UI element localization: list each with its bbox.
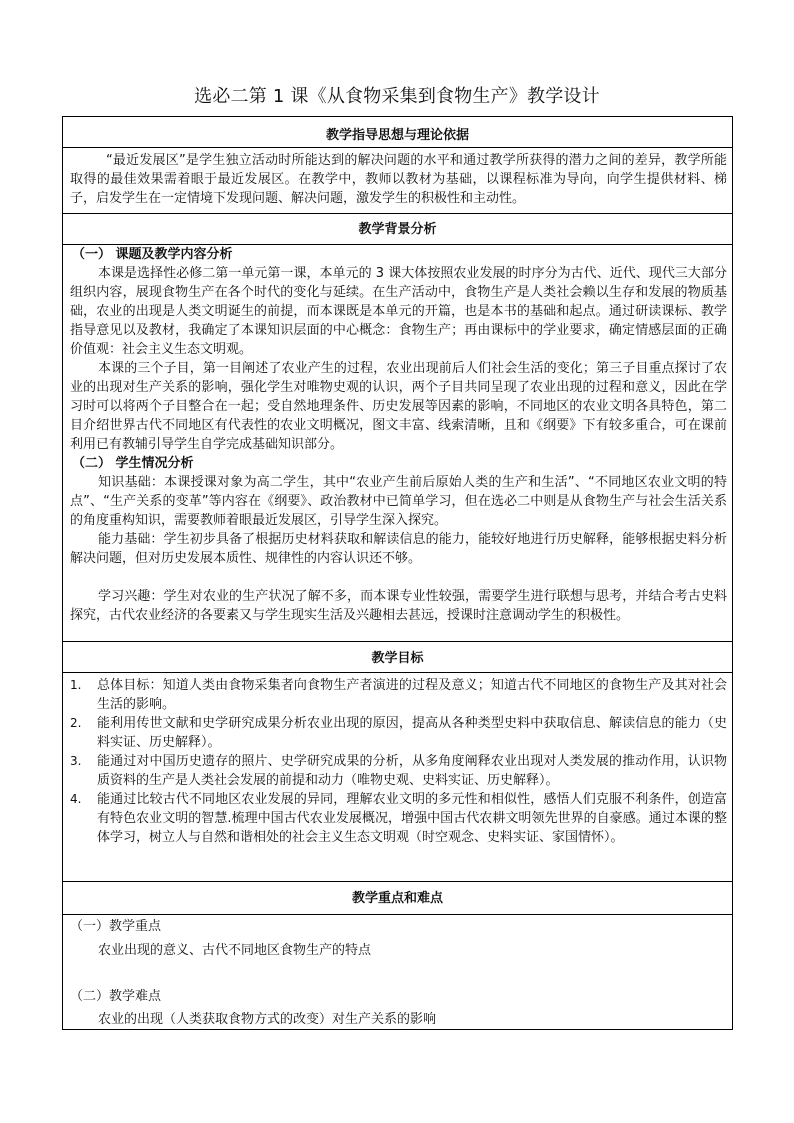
difficult-points-text: 农业的出现（人类获取食物方式的改变）对生产关系的影响 <box>98 1012 437 1027</box>
objective-item: 能通过对中国历史遗存的照片、史学研究成果的分析，从多角度阐释农业出现对人类发展的推动作用，认识物质资料的生产是人类社会发展的前提和动力（唯物史观、史料实证、历史解释）。 <box>97 754 727 788</box>
key-points-title: （一）教学重点 <box>70 919 162 934</box>
section-heading-background: 教学背景分析 <box>63 214 732 245</box>
objective-number: 1. <box>70 678 82 692</box>
objective-number: 4. <box>70 792 82 806</box>
background-sub1-paragraph-2: 本课的三个子目，第一目阐述了农业产生的过程，农业出现前后人们社会生活的变化；第三子目重点探讨了农业的出现对生产关系的影响，强化学生对唯物史观的认识，两个子目共同呈现了农业出现的过程和意义，因此在学习时可以将两个子目整合在一起；受自然地理条件、历史发展等因素的影响，不同地区的农业文明各具特色，第二目介绍世界古代不同地区有代表性的农业文明概况，图文丰富、线索清晰，且和《纲要》下有较多重合，可在课前利用已有教辅引导学生自学完成基础知识部分。 <box>70 361 727 452</box>
objective-number: 3. <box>70 754 82 768</box>
objectives-cell <box>63 673 732 882</box>
objective-item: 能利用传世文献和史学研究成果分析农业出现的原因，提高从各种类型史料中获取信息、解读信息的能力（史料实证、历史解释）。 <box>97 716 727 750</box>
background-sub2-paragraph-2: 能力基础：学生初步具备了根据历史材料获取和解读信息的能力，能较好地进行历史解释，能够根据史料分析解决问题，但对历史发展本质性、规律性的内容认识还不够。 <box>70 532 727 566</box>
section-heading-key-points: 教学重点和难点 <box>63 882 732 915</box>
objective-item: 总体目标：知道人类由食物采集者向食物生产者演进的过程及意义；知道古代不同地区的食物生产及其对社会生活的影响。 <box>97 678 727 712</box>
background-sub2-paragraph-1: 知识基础：本课授课对象为高二学生，其中“农业产生前后原始人类的生产和生活”、“不同地区农业文明的特点”、“生产关系的变革”等内容在《纲要》、政治教材中已简单学习，但在选必二中则是从食物生产与社会生活关系的角度重构知识，需要教师着眼最近发展区，引导学生深入探究。 <box>70 475 727 528</box>
background-sub2-paragraph-3: 学习兴趣：学生对农业的生产状况了解不多，而本课专业性较强，需要学生进行联想与思考，并结合考古史料探究，古代农业经济的各要素又与学生现实生活及兴趣相去甚远，授课时注意调动学生的积极性。 <box>70 589 727 623</box>
background-sub1-paragraph-1: 本课是选择性必修二第一单元第一课，本单元的 3 课大体按照农业发展的时序分为古代、近代、现代三大部分组织内容，展现食物生产在各个时代的变化与延续。在生产活动中，食物生产是人类社会赖以生存和发展的物质基础，农业的出现是人类文明诞生的前提，而本课既是本单元的开篇，也是本书的基础和起点。通过研读课标、教学指导意见以及教材，我确定了本课知识层面的中心概念：食物生产；再由课标中的学业要求，确定情感层面的正确价值观：社会主义生态文明观。 <box>70 266 727 357</box>
key-points-cell <box>63 915 732 1029</box>
section-heading-objectives: 教学目标 <box>63 642 732 673</box>
section-heading-guiding-theory: 教学指导思想与理论依据 <box>63 117 732 148</box>
background-sub2-title: （二） 学生情况分析 <box>72 456 194 471</box>
key-points-text: 农业出现的意义、古代不同地区食物生产的特点 <box>98 943 372 958</box>
background-sub1-title: （一） 课题及教学内容分析 <box>72 247 233 262</box>
guiding-theory-paragraph: “最近发展区”是学生独立活动时所能达到的解决问题的水平和通过教学所获得的潜力之间的差异，教学所能取得的最佳效果需着眼于最近发展区。在教学中，教师以教材为基础，以课程标准为导向，向学生提供材料、梯子，启发学生在一定情境下发现问题、解决问题，激发学生的积极性和主动性。 <box>70 153 727 206</box>
difficult-points-title: （二）教学难点 <box>70 989 162 1004</box>
objective-number: 2. <box>70 716 82 730</box>
lesson-plan-table <box>62 116 733 1030</box>
background-cell <box>63 245 732 642</box>
document-title: 选必二第 1 课《从食物采集到食物生产》教学设计 <box>194 86 600 107</box>
guiding-theory-cell <box>63 148 732 214</box>
objective-item: 能通过比较古代不同地区农业发展的异同，理解农业文明的多元性和相似性，感悟人们克服不利条件，创造富有特色农业文明的智慧.梳理中国古代农业发展概况，增强中国古代农耕文明领先世界的自豪感。通过本课的整体学习，树立人与自然和谐相处的社会主义生态文明观（时空观念、史料实证、家国情怀）。 <box>97 792 727 845</box>
